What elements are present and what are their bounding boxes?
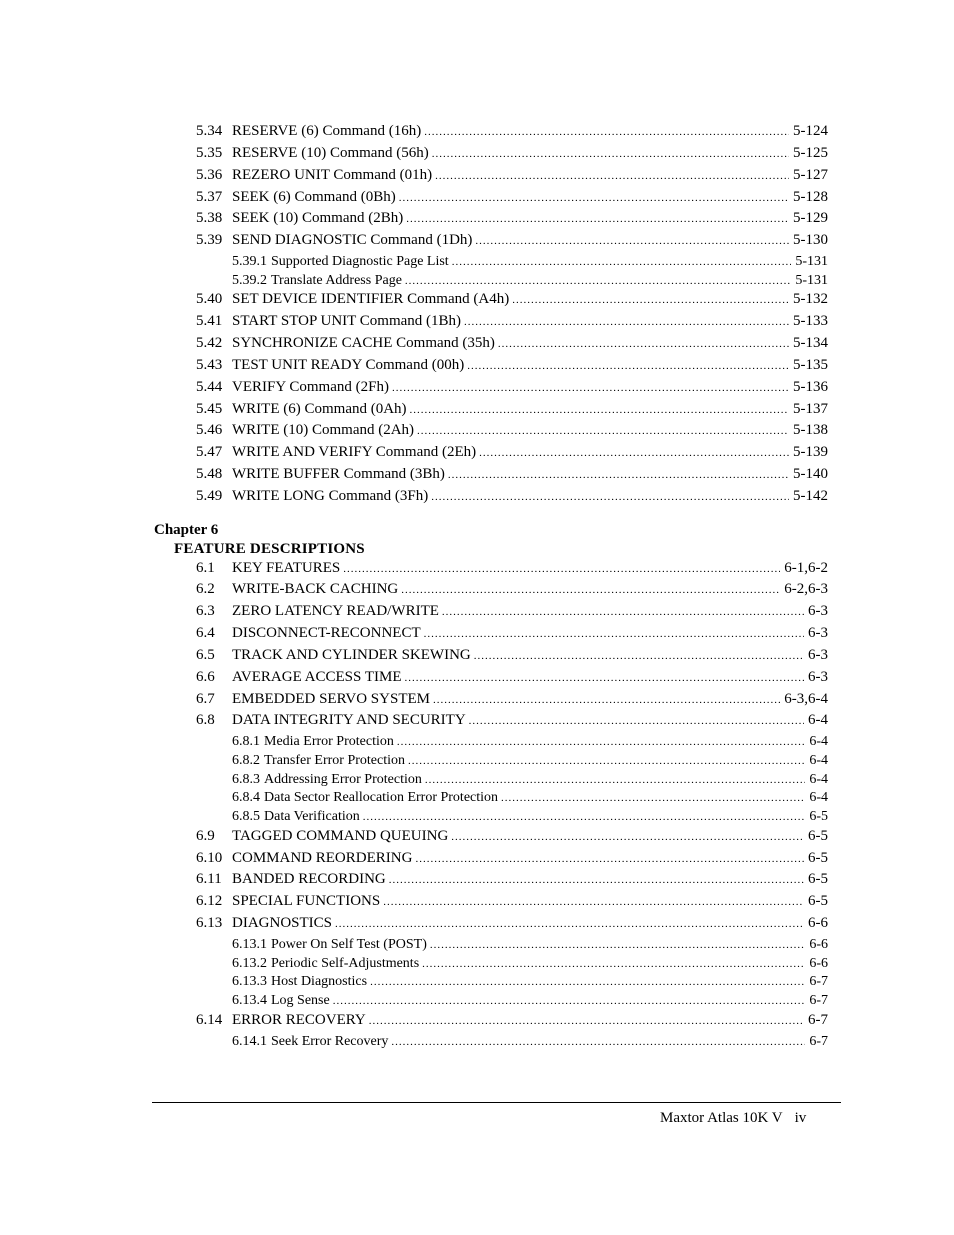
toc-entry-page: 6-4 <box>809 772 828 787</box>
toc-dot-leader <box>343 564 780 575</box>
toc-dot-leader <box>363 812 806 823</box>
toc-entry-title: SET DEVICE IDENTIFIER Command (A4h) <box>232 291 510 307</box>
toc-entry-number: 5.47 <box>196 444 223 460</box>
toc-entry-title: Transfer Error Protection <box>264 753 406 768</box>
page-footer <box>660 1110 806 1127</box>
toc-entry-number: 6.13.4 <box>232 993 267 1008</box>
toc-dot-leader <box>404 673 804 684</box>
toc-entry-page: 5-138 <box>793 422 828 438</box>
toc-entry-title: START STOP UNIT Command (1Bh) <box>232 313 462 329</box>
toc-entry-number: 5.40 <box>196 291 223 307</box>
toc-dot-leader <box>389 875 804 886</box>
toc-entry-page: 6-5 <box>808 828 828 844</box>
toc-entry[interactable] <box>196 626 828 641</box>
toc-entry-number: 6.14.1 <box>232 1034 267 1049</box>
toc-entry[interactable] <box>196 561 828 576</box>
toc-entry-number: 6.8.4 <box>232 790 260 805</box>
toc-entry-page: 5-134 <box>793 335 828 351</box>
toc-entry-title: SEEK (10) Command (2Bh) <box>232 210 404 226</box>
toc-subentry[interactable] <box>232 938 828 952</box>
toc-dot-leader <box>415 854 804 865</box>
toc-entry-number: 6.8.1 <box>232 734 260 749</box>
toc-entry-page: 5-133 <box>793 313 828 329</box>
toc-entry-title: SPECIAL FUNCTIONS <box>232 893 381 909</box>
toc-entry-page: 6-1,6-2 <box>784 560 828 576</box>
footer-product-name: Maxtor Atlas 10K V <box>660 1110 783 1126</box>
toc-entry-page: 6-7 <box>808 1012 828 1028</box>
toc-entry-title: RESERVE (10) Command (56h) <box>232 145 429 161</box>
toc-entry-title: Seek Error Recovery <box>271 1034 389 1049</box>
toc-dot-leader <box>335 919 804 930</box>
toc-dot-leader <box>424 127 789 138</box>
toc-entry-number: 6.13.2 <box>232 956 267 971</box>
toc-subentry[interactable] <box>232 773 828 787</box>
toc-subentry[interactable] <box>232 274 828 288</box>
toc-subentry[interactable] <box>232 735 828 749</box>
toc-entry[interactable] <box>196 604 828 619</box>
toc-entry[interactable] <box>196 423 828 438</box>
toc-entry-page: 5-135 <box>793 357 828 373</box>
toc-entry[interactable] <box>196 582 828 597</box>
toc-entry-title: EMBEDDED SERVO SYSTEM <box>232 691 430 707</box>
toc-entry[interactable] <box>196 894 828 909</box>
toc-dot-leader <box>435 171 789 182</box>
toc-dot-leader <box>425 775 805 786</box>
toc-entry-number: 5.39.1 <box>232 254 267 269</box>
toc-subentry[interactable] <box>232 791 828 805</box>
toc-entry-number: 5.42 <box>196 335 223 351</box>
toc-entry[interactable] <box>196 829 828 844</box>
toc-entry[interactable] <box>196 292 828 307</box>
toc-dot-leader <box>479 448 789 459</box>
toc-entry-number: 6.5 <box>196 647 215 663</box>
toc-entry-title: WRITE LONG Command (3Fh) <box>232 488 429 504</box>
toc-dot-leader <box>392 383 789 394</box>
toc-entry[interactable] <box>196 872 828 887</box>
toc-entry-number: 5.43 <box>196 357 223 373</box>
toc-dot-leader <box>498 339 789 350</box>
toc-entry-page: 5-124 <box>793 123 828 139</box>
toc-entry-title: COMMAND REORDERING <box>232 850 413 866</box>
toc-entry-title: WRITE AND VERIFY Command (2Eh) <box>232 444 477 460</box>
toc-entry[interactable] <box>196 489 828 504</box>
toc-entry-number: 6.8 <box>196 712 215 728</box>
toc-entry-page: 6-5 <box>808 850 828 866</box>
toc-entry-title: Translate Address Page <box>271 273 402 288</box>
toc-subentry[interactable] <box>232 754 828 768</box>
toc-dot-leader <box>451 832 804 843</box>
toc-entry-number: 6.1 <box>196 560 215 576</box>
toc-dot-leader <box>410 405 789 416</box>
toc-entry-page: 6-4 <box>809 753 828 768</box>
toc-dot-leader <box>448 470 789 481</box>
toc-entry-number: 5.46 <box>196 422 223 438</box>
toc-entry-number: 5.48 <box>196 466 223 482</box>
toc-entry-page: 6-6 <box>809 956 828 971</box>
toc-entry-number: 6.12 <box>196 893 223 909</box>
toc-entry-page: 5-125 <box>793 145 828 161</box>
toc-dot-leader <box>422 959 805 970</box>
toc-entry-title: SEEK (6) Command (0Bh) <box>232 189 396 205</box>
toc-dot-leader <box>431 492 789 503</box>
toc-entry-number: 5.44 <box>196 379 223 395</box>
toc-entry[interactable] <box>196 916 828 931</box>
toc-entry-page: 6-7 <box>809 974 828 989</box>
toc-entry[interactable] <box>196 713 828 728</box>
toc-entry-number: 6.7 <box>196 691 215 707</box>
toc-dot-leader <box>333 996 806 1007</box>
toc-dot-leader <box>397 737 805 748</box>
toc-entry-page: 5-129 <box>793 210 828 226</box>
toc-entry-number: 5.39.2 <box>232 273 267 288</box>
toc-entry-page: 6-3 <box>808 625 828 641</box>
toc-entry-title: ZERO LATENCY READ/WRITE <box>232 603 439 619</box>
toc-dot-leader <box>408 756 805 767</box>
toc-entry-title: Supported Diagnostic Page List <box>271 254 449 269</box>
toc-entry-title: Media Error Protection <box>264 734 394 749</box>
toc-entry-page: 6-4 <box>809 790 828 805</box>
toc-entry[interactable] <box>196 670 828 685</box>
toc-entry-title: KEY FEATURES <box>232 560 341 576</box>
toc-entry-number: 5.38 <box>196 210 223 226</box>
footer-divider <box>152 1102 841 1103</box>
toc-entry-title: DIAGNOSTICS <box>232 915 333 931</box>
toc-entry-title: SYNCHRONIZE CACHE Command (35h) <box>232 335 495 351</box>
toc-entry[interactable] <box>196 380 828 395</box>
toc-entry-number: 6.13 <box>196 915 223 931</box>
toc-entry-number: 6.6 <box>196 669 215 685</box>
toc-dot-leader <box>405 276 791 287</box>
toc-entry[interactable] <box>196 1013 828 1028</box>
toc-entry-title: TAGGED COMMAND QUEUING <box>232 828 449 844</box>
toc-entry-page: 5-140 <box>793 466 828 482</box>
toc-entry-page: 6-5 <box>809 809 828 824</box>
toc-entry-number: 6.13.3 <box>232 974 267 989</box>
toc-entry[interactable] <box>196 467 828 482</box>
toc-entry-number: 5.39 <box>196 232 223 248</box>
toc-entry-number: 5.35 <box>196 145 223 161</box>
toc-dot-leader <box>383 897 804 908</box>
toc-entry-page: 5-131 <box>795 273 828 288</box>
toc-entry-page: 5-142 <box>793 488 828 504</box>
toc-entry-number: 5.45 <box>196 401 223 417</box>
toc-entry-title: Data Verification <box>264 809 360 824</box>
toc-entry-title: SEND DIAGNOSTIC Command (1Dh) <box>232 232 473 248</box>
toc-entry-title: ERROR RECOVERY <box>232 1012 366 1028</box>
toc-entry-title: Periodic Self-Adjustments <box>271 956 420 971</box>
toc-entry[interactable] <box>196 233 828 248</box>
toc-entry-page: 6-4 <box>808 712 828 728</box>
toc-entry-number: 6.9 <box>196 828 215 844</box>
toc-dot-leader <box>469 716 804 727</box>
toc-entry-page: 6-7 <box>809 1034 828 1049</box>
toc-entry-page: 6-3 <box>808 647 828 663</box>
toc-dot-leader <box>467 361 789 372</box>
toc-entry-number: 6.11 <box>196 871 222 887</box>
toc-dot-leader <box>424 629 804 640</box>
toc-entry[interactable] <box>196 336 828 351</box>
toc-dot-leader <box>417 426 789 437</box>
toc-dot-leader <box>433 695 780 706</box>
toc-entry-number: 6.14 <box>196 1012 223 1028</box>
toc-entry-page: 5-132 <box>793 291 828 307</box>
toc-entry-number: 6.8.2 <box>232 753 260 768</box>
toc-entry-title: DISCONNECT-RECONNECT <box>232 625 421 641</box>
toc-entry-title: Host Diagnostics <box>271 974 368 989</box>
toc-entry-number: 6.4 <box>196 625 215 641</box>
toc-dot-leader <box>391 1037 805 1048</box>
toc-dot-leader <box>475 236 789 247</box>
toc-entry[interactable] <box>196 445 828 460</box>
toc-dot-leader <box>501 793 805 804</box>
footer-page-number: iv <box>794 1110 807 1126</box>
toc-entry[interactable] <box>196 402 828 417</box>
toc-dot-leader <box>401 585 780 596</box>
toc-subentry[interactable] <box>232 975 828 989</box>
toc-dot-leader <box>432 149 789 160</box>
toc-subentry[interactable] <box>232 994 828 1008</box>
toc-entry-title: AVERAGE ACCESS TIME <box>232 669 402 685</box>
toc-entry-page: 5-127 <box>793 167 828 183</box>
toc-entry-title: TEST UNIT READY Command (00h) <box>232 357 465 373</box>
toc-entry-number: 6.8.3 <box>232 772 260 787</box>
toc-subentry[interactable] <box>232 810 828 824</box>
toc-dot-leader <box>464 317 789 328</box>
toc-entry-title: DATA INTEGRITY AND SECURITY <box>232 712 466 728</box>
toc-entry-page: 6-2,6-3 <box>784 581 828 597</box>
toc-entry-title: Log Sense <box>271 993 330 1008</box>
toc-entry[interactable] <box>196 168 828 183</box>
toc-dot-leader <box>512 295 789 306</box>
toc-entry-title: WRITE (6) Command (0Ah) <box>232 401 407 417</box>
toc-entry[interactable] <box>196 692 828 707</box>
toc-entry-number: 6.2 <box>196 581 215 597</box>
toc-entry-number: 5.41 <box>196 313 223 329</box>
toc-dot-leader <box>452 257 792 268</box>
toc-entry[interactable] <box>196 124 828 139</box>
toc-dot-leader <box>369 1016 804 1027</box>
toc-entry-page: 6-6 <box>808 915 828 931</box>
toc-entry-page: 5-128 <box>793 189 828 205</box>
toc-entry-number: 6.3 <box>196 603 215 619</box>
toc-entry-title: VERIFY Command (2Fh) <box>232 379 389 395</box>
toc-entry[interactable] <box>196 146 828 161</box>
toc-entry-title: Power On Self Test (POST) <box>271 937 427 952</box>
toc-entry[interactable] <box>196 211 828 226</box>
toc-subentry[interactable] <box>232 1035 828 1049</box>
toc-entry-page: 6-6 <box>809 937 828 952</box>
toc-entry[interactable] <box>196 358 828 373</box>
toc-entry-title: WRITE BUFFER Command (3Bh) <box>232 466 445 482</box>
toc-dot-leader <box>406 214 789 225</box>
toc-entry-page: 5-137 <box>793 401 828 417</box>
toc-dot-leader <box>474 651 804 662</box>
toc-entry-number: 6.10 <box>196 850 223 866</box>
toc-entry-page: 5-139 <box>793 444 828 460</box>
toc-entry-page: 5-130 <box>793 232 828 248</box>
toc-entry-number: 5.37 <box>196 189 223 205</box>
chapter-title: FEATURE DESCRIPTIONS <box>174 541 365 557</box>
toc-entry-page: 6-5 <box>808 871 828 887</box>
toc-entry-number: 5.34 <box>196 123 223 139</box>
toc-entry-number: 5.36 <box>196 167 223 183</box>
toc-entry[interactable] <box>196 851 828 866</box>
toc-entry-number: 6.13.1 <box>232 937 267 952</box>
toc-entry-title: WRITE (10) Command (2Ah) <box>232 422 415 438</box>
toc-dot-leader <box>370 977 805 988</box>
toc-entry-number: 6.8.5 <box>232 809 260 824</box>
chapter-label: Chapter 6 <box>154 522 219 538</box>
toc-entry-page: 6-7 <box>809 993 828 1008</box>
toc-entry-title: WRITE-BACK CACHING <box>232 581 399 597</box>
toc-dot-leader <box>399 193 789 204</box>
toc-subentry[interactable] <box>232 255 828 269</box>
toc-entry-page: 6-4 <box>809 734 828 749</box>
toc-entry-title: BANDED RECORDING <box>232 871 386 887</box>
toc-entry-page: 5-131 <box>795 254 828 269</box>
toc-subentry[interactable] <box>232 957 828 971</box>
toc-entry-page: 6-3 <box>808 669 828 685</box>
toc-entry-title: RESERVE (6) Command (16h) <box>232 123 422 139</box>
toc-entry[interactable] <box>196 190 828 205</box>
toc-entry-title: REZERO UNIT Command (01h) <box>232 167 433 183</box>
toc-entry-page: 6-3,6-4 <box>784 691 828 707</box>
toc-entry-title: TRACK AND CYLINDER SKEWING <box>232 647 471 663</box>
toc-entry-page: 5-136 <box>793 379 828 395</box>
toc-entry-number: 5.49 <box>196 488 223 504</box>
toc-entry-page: 6-5 <box>808 893 828 909</box>
toc-dot-leader <box>430 940 805 951</box>
toc-dot-leader <box>442 607 804 618</box>
toc-entry[interactable] <box>196 314 828 329</box>
toc-entry-page: 6-3 <box>808 603 828 619</box>
toc-entry[interactable] <box>196 648 828 663</box>
toc-entry-title: Data Sector Reallocation Error Protection <box>264 790 499 805</box>
toc-entry-title: Addressing Error Protection <box>264 772 422 787</box>
